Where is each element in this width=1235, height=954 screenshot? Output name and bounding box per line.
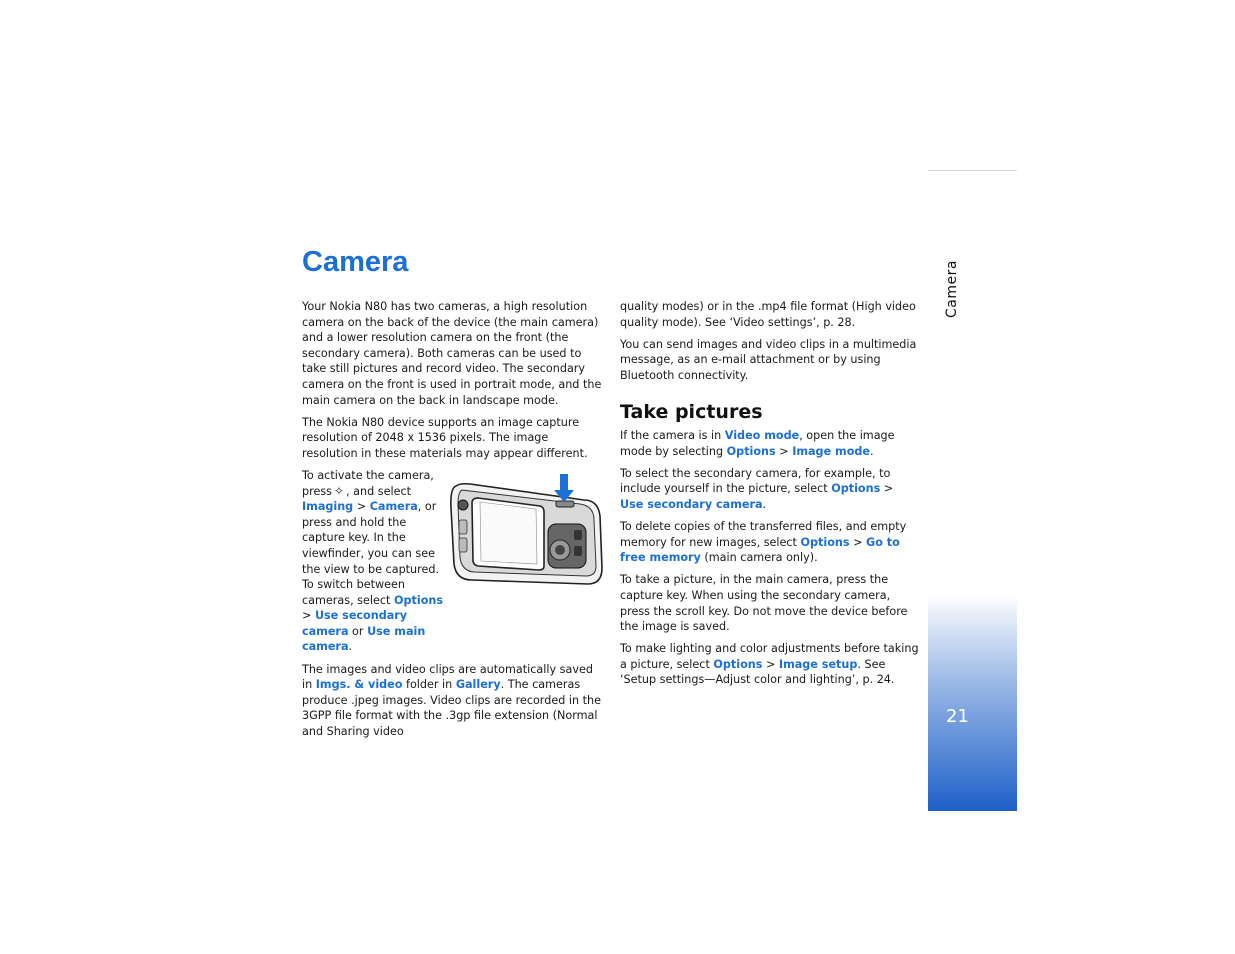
video-mode-link: Video mode bbox=[724, 429, 800, 443]
intro-paragraph: Your Nokia N80 has two cameras, a high resolution camera on the back of the device (the main camera) and a lower resolution camera on the front (the secondary camera). Both cameras can be used to take still pictures and record video. The secondary camera on the front is used in portrait mode, and the main camera on the back in landscape mode. bbox=[302, 300, 602, 407]
resolution-paragraph: The Nokia N80 device supports an image capture resolution of 2048 x 1536 pixels. The image resolution in these materials may appear different. bbox=[302, 415, 588, 460]
camera-link: Camera bbox=[369, 500, 418, 514]
options-link: Options bbox=[394, 593, 444, 607]
left-column bbox=[302, 299, 604, 746]
go-to-free-memory-link: Go to free memory bbox=[620, 535, 900, 565]
activate-camera-paragraph: To activate the camera, press ✧ , and select Imaging > Camera, or press and hold the capture key. In the viewfinder, you can see the view to be captured. To switch between cameras, select Options > Use secondary camera or Use main camera. bbox=[302, 468, 444, 654]
image-setup-paragraph: To make lighting and color adjustments before taking a picture, select Options > Image setup. See ‘Setup settings—Adjust color and lighting’, p. 24. bbox=[620, 642, 919, 687]
activate-camera-block bbox=[302, 468, 604, 655]
secondary-camera-paragraph: To select the secondary camera, for example, to include yourself in the picture, select Options > Use secondary camera. bbox=[620, 466, 894, 511]
menu-key-icon: ✧ bbox=[334, 483, 345, 498]
send-paragraph: You can send images and video clips in a multimedia message, as an e-mail attachment or by using Bluetooth connectivity. bbox=[620, 337, 917, 382]
use-main-camera-link: Use main camera bbox=[302, 624, 426, 654]
gallery-link: Gallery bbox=[455, 678, 501, 692]
options-link: Options bbox=[831, 482, 881, 496]
options-link: Options bbox=[726, 444, 776, 458]
chapter-tab-label: Camera bbox=[944, 260, 960, 318]
saved-files-paragraph: The images and video clips are automatically saved in Imgs. & video folder in Gallery. The cameras produce .jpeg images. Video clips are recorded in the 3GPP file format with the .3gp file extension (Normal and Sharing video bbox=[302, 662, 601, 738]
image-mode-link: Image mode bbox=[792, 444, 870, 458]
take-picture-paragraph: To take a picture, in the main camera, press the capture key. When using the secondary camera, press the scroll key. Do not move the device before the image is saved. bbox=[620, 573, 908, 634]
use-secondary-camera-link: Use secondary camera bbox=[620, 497, 763, 511]
chapter-side-tab bbox=[928, 170, 1017, 811]
page-title: Camera bbox=[302, 246, 409, 278]
phone-capture-key-illustration bbox=[448, 468, 606, 588]
imaging-link: Imaging bbox=[302, 500, 354, 514]
imgs-video-link: Imgs. & video bbox=[315, 678, 403, 692]
take-pictures-heading: Take pictures bbox=[620, 401, 763, 424]
image-setup-link: Image setup bbox=[778, 657, 858, 671]
video-format-paragraph: quality modes) or in the .mp4 file format (High video quality mode). See ‘Video settings’, p. 28. bbox=[620, 300, 916, 329]
right-column bbox=[620, 299, 920, 694]
use-secondary-camera-link: Use secondary camera bbox=[302, 609, 408, 638]
options-link: Options bbox=[713, 657, 763, 671]
free-memory-paragraph: To delete copies of the transferred files, and empty memory for new images, select Options > Go to free memory (main camera only). bbox=[620, 520, 907, 565]
page-number: 21 bbox=[946, 706, 969, 727]
image-mode-paragraph: If the camera is in Video mode, open the image mode by selecting Options > Image mode. bbox=[620, 429, 895, 458]
options-link: Options bbox=[800, 535, 850, 549]
